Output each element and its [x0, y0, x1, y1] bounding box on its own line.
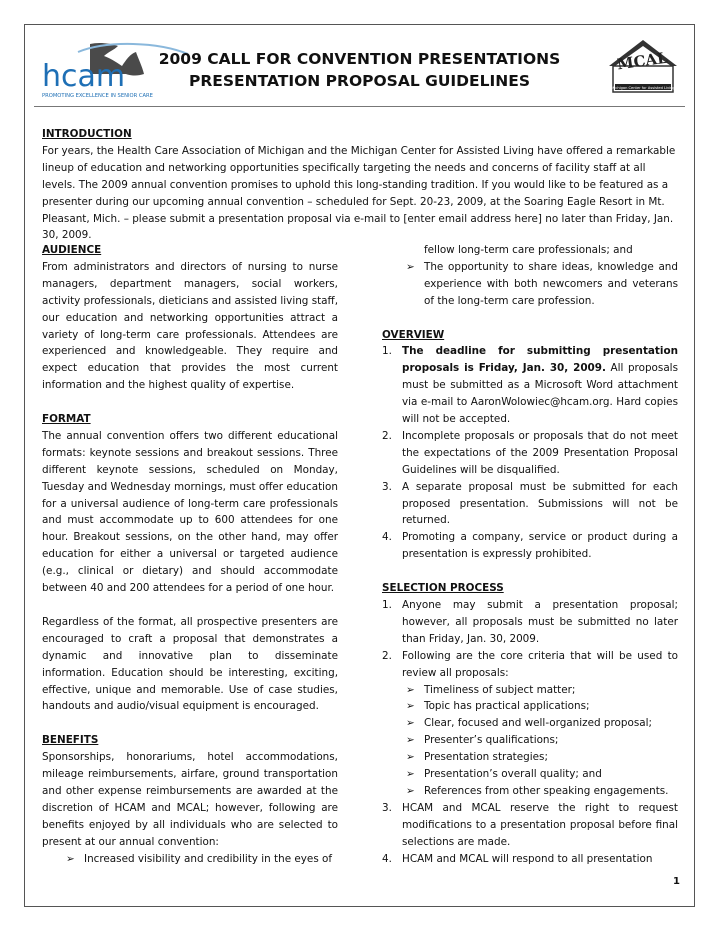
selection-item-1-number: 1. — [382, 599, 392, 611]
criteria-item-text: References from other speaking engagements. — [424, 784, 669, 797]
criteria-item-text: Presentation strategies; — [424, 751, 548, 764]
benefit-item-1-continued — [382, 242, 678, 259]
overview-item-3-number: 3. — [382, 480, 392, 493]
arrow-bullet-icon: ➢ — [406, 784, 415, 797]
criteria-item — [382, 732, 678, 749]
overview-item-1-bold: The deadline for submitting presentation proposals is Friday, Jan. 30, 2009. — [402, 345, 678, 375]
benefit-item-1-text: Increased visibility and credibility in the eyes of — [84, 852, 333, 865]
criteria-item-text: Presenter’s qualifications; — [424, 734, 559, 747]
arrow-bullet-icon: ➢ — [406, 700, 415, 713]
overview-item-2 — [382, 428, 678, 479]
title-line-1: 2009 CALL FOR CONVENTION PRESENTATIONS — [158, 50, 561, 68]
audience-heading: AUDIENCE — [42, 244, 102, 256]
selection-item-4-number: 4. — [382, 852, 392, 865]
selection-item-1-text: Anyone may submit a presentation proposal; however, all proposals must be submitted no later than Friday, Jan. 30, 2009. — [402, 599, 678, 645]
mcal-logo-tagline: Michigan Center for Assisted Living — [611, 86, 675, 90]
mcal-logo — [605, 36, 681, 106]
criteria-item — [382, 682, 678, 699]
format-body-1: The annual convention offers two different educational formats: keynote sessions and breakout sessions. Three different keynote sessions, scheduled on Monday, Tuesday and Wednesday mornings, must offer education for a universal audience of long-term care professionals and must accommodate up to 600 attendees for one hour. Breakout sessions, on the other hand, may offer education for either a universal or targeted audience (e.g., clinical or dietary) and should accommodate between 40 and 200 attendees for a period of one hour. — [42, 429, 338, 595]
selection-item-4-text: HCAM and MCAL will respond to all presentation — [402, 852, 653, 865]
overview-item-4 — [382, 529, 678, 563]
selection-item-1 — [382, 597, 678, 648]
arrow-bullet-icon: ➢ — [66, 852, 75, 865]
left-column — [42, 242, 338, 867]
overview-item-1-number: 1. — [382, 345, 392, 358]
hcam-logo-tagline: PROMOTING EXCELLENCE IN SENIOR CARE — [42, 93, 153, 99]
benefit-item-1-continued-text: fellow long-term care professionals; and — [424, 244, 633, 256]
header-divider — [34, 106, 685, 107]
arrow-bullet-icon: ➢ — [406, 260, 415, 273]
overview-item-2-number: 2. — [382, 429, 392, 442]
overview-item-1 — [382, 343, 678, 428]
selection-item-2-number: 2. — [382, 649, 392, 662]
title-line-2: PRESENTATION PROPOSAL GUIDELINES — [189, 72, 530, 90]
selection-item-4 — [382, 851, 678, 868]
selection-heading: SELECTION PROCESS — [382, 582, 504, 595]
overview-item-2-text: Incomplete proposals or proposals that do not meet the expectations of the 2009 Presentation Proposal Guidelines will be disqualified. — [402, 429, 678, 476]
page-number: 1 — [673, 876, 680, 887]
mcal-logo-text: MCAL — [615, 48, 669, 74]
criteria-item-text: Timeliness of subject matter; — [424, 683, 576, 696]
overview-item-4-text: Promoting a company, service or product during a presentation is expressly prohibited. — [402, 531, 678, 561]
selection-item-3-number: 3. — [382, 801, 392, 814]
benefits-body: Sponsorships, honorariums, hotel accommodations, mileage reimbursements, airfare, ground transportation and other expense reimbursements are awarded at the discretion of HCAM and MCAL; however, following are benefits enjoyed by all individuals who are selected to present at our annual convention: — [42, 751, 338, 848]
criteria-item — [382, 698, 678, 715]
format-heading: FORMAT — [42, 413, 91, 426]
arrow-bullet-icon: ➢ — [406, 683, 415, 696]
arrow-bullet-icon: ➢ — [406, 734, 415, 747]
selection-item-2 — [382, 648, 678, 682]
selection-item-2-text: Following are the core criteria that will be used to review all proposals: — [402, 649, 678, 679]
page-header — [24, 34, 695, 110]
criteria-item — [382, 783, 678, 800]
overview-item-3 — [382, 479, 678, 530]
criteria-item — [382, 766, 678, 783]
benefit-item-1 — [42, 851, 338, 868]
audience-body: From administrators and directors of nursing to nurse managers, department managers, social workers, activity professionals, dieticians and assisted living staff, our education and networking opportunities attract a variety of long-term care professionals. Attendees are experienced and knowledgeable. They require and expect education that provides the most current information and the highest quality of expertise. — [42, 260, 339, 392]
hcam-logo-text: hcam — [42, 59, 126, 94]
selection-item-3 — [382, 800, 678, 851]
benefits-heading: BENEFITS — [42, 734, 99, 747]
criteria-item — [382, 749, 678, 766]
criteria-item — [382, 715, 678, 732]
overview-item-4-number: 4. — [382, 531, 392, 544]
arrow-bullet-icon: ➢ — [406, 717, 415, 730]
criteria-item-text: Clear, focused and well-organized proposal; — [424, 717, 653, 730]
introduction-section — [42, 126, 678, 244]
selection-item-3-text: HCAM and MCAL reserve the right to request modifications to a presentation proposal before final selections are made. — [402, 801, 678, 848]
benefit-item-2-text: The opportunity to share ideas, knowledge and experience with both newcomers and veterans of the long-term care profession. — [424, 260, 678, 307]
overview-item-3-text: A separate proposal must be submitted for each proposed presentation. Submissions will not be returned. — [402, 480, 678, 527]
page-title — [24, 48, 695, 92]
two-column-body — [42, 242, 678, 872]
introduction-body: For years, the Health Care Association of Michigan and the Michigan Center for Assisted Living have offered a remarkable lineup of education and networking opportunities specifically targeting the needs and concerns of facility staff at all levels. The 2009 annual convention promises to uphold this long-standing tradition. If you would like to be featured as a presenter during our upcoming annual convention – scheduled for Sept. 20-23, 2009, at the Soaring Eagle Resort in Mt. Pleasant, Mich. – please submit a presentation proposal via e-mail to [enter email address here] no later than Friday, Jan. 30, 2009. — [42, 144, 676, 242]
right-column — [382, 242, 678, 868]
criteria-item-text: Presentation’s overall quality; and — [424, 768, 602, 781]
overview-item-1-text: All proposals must be submitted as a Microsoft Word attachment via e-mail to AaronWolowiec@hcam.org. Hard copies will not be accepted. — [402, 362, 678, 426]
introduction-heading: INTRODUCTION — [42, 128, 132, 140]
benefit-item-2 — [382, 259, 678, 310]
arrow-bullet-icon: ➢ — [406, 751, 415, 764]
criteria-item-text: Topic has practical applications; — [424, 700, 590, 713]
overview-heading: OVERVIEW — [382, 328, 445, 341]
format-body-2: Regardless of the format, all prospective presenters are encouraged to craft a proposal that demonstrates a dynamic and innovative plan to disseminate information. Education should be interesting, exciting, effective, unique and memorable. Use of case studies, handouts and audio/visual equipment is encouraged. — [42, 615, 338, 713]
arrow-bullet-icon: ➢ — [406, 768, 415, 781]
